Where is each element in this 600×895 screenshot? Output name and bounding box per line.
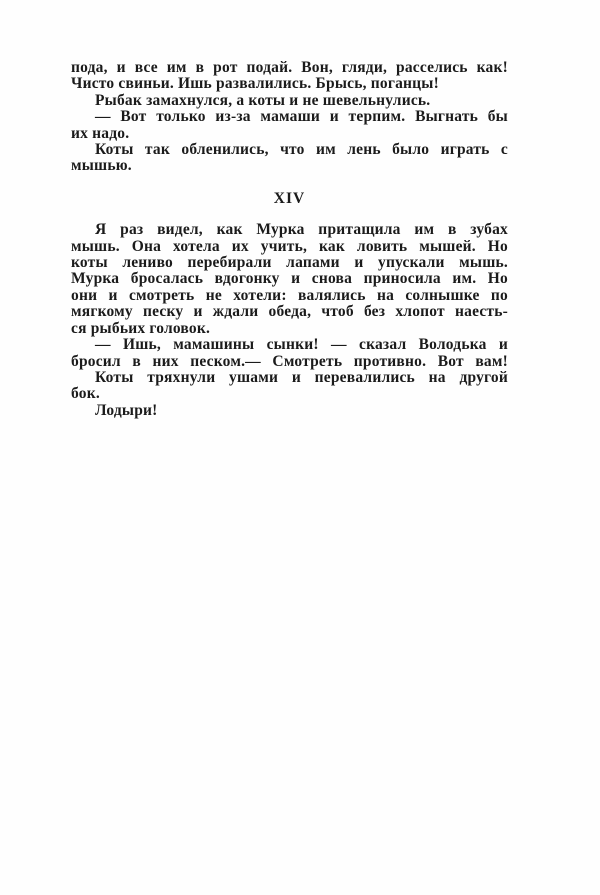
paragraph — [71, 93, 508, 109]
text-line: Рыбак замахнулся, а коты и не шевельнулись. — [95, 91, 431, 109]
chapter-heading: XIV — [273, 189, 306, 207]
paragraph — [71, 370, 508, 403]
text-line: мягкому песку и ждали обеда, чтоб без хлопот наесть- — [71, 303, 508, 321]
page-text — [71, 60, 508, 419]
text-line: Коты тряхнули ушами и перевалились на другой — [95, 368, 508, 386]
text-line: Лодыри! — [95, 401, 158, 419]
text-line: Чисто свиньи. Ишь развалились. Брысь, поганцы! — [71, 75, 439, 93]
paragraph — [71, 60, 508, 93]
paragraph — [71, 403, 508, 419]
paragraph — [71, 222, 508, 337]
text-line: Я раз видел, как Мурка притащила им в зубах — [95, 221, 508, 239]
text-line: Мурка бросалась вдогонку и снова приносила им. Но — [71, 270, 508, 288]
text-line: мышь. Она хотела их учить, как ловить мышей. Но — [71, 237, 508, 255]
text-line: пода, и все им в рот подай. Вон, гляди, расселись как! — [71, 59, 508, 76]
text-line: ся рыбьих головок. — [71, 319, 211, 337]
text-line: они и смотреть не хотели: валялись на солнышке по — [71, 286, 508, 304]
paragraph — [71, 109, 508, 142]
text-line: коты лениво перебирали лапами и упускали мышь. — [71, 254, 508, 272]
text-line: бок. — [71, 385, 100, 403]
text-line: бросил в них песком.— Смотреть противно. Вот вам! — [71, 352, 508, 370]
paragraph — [71, 142, 508, 175]
text-line: — Ишь, мамашины сынки! — сказал Володька и — [95, 336, 508, 354]
text-line: их надо. — [71, 124, 130, 142]
text-line: — Вот только из-за мамаши и терпим. Выгнать бы — [95, 108, 508, 126]
text-line: мышью. — [71, 157, 132, 175]
text-line: Коты так обленились, что им лень было играть с — [95, 141, 508, 159]
paragraph — [71, 337, 508, 370]
